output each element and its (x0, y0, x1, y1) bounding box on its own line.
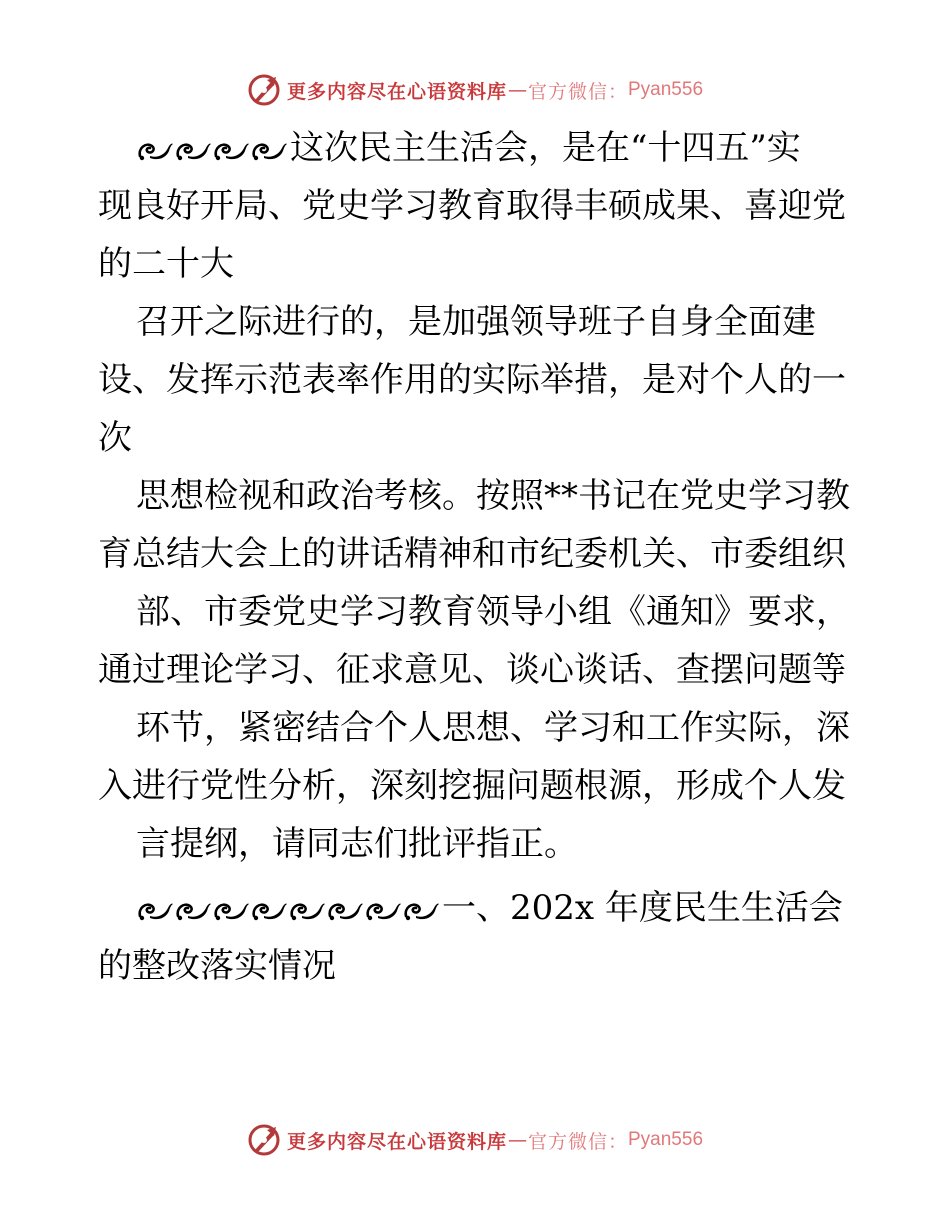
fleuron-ornament-icon (136, 896, 174, 924)
body-line-2: 现良好开局、党史学习教育取得丰硕成果、喜迎党 (98, 186, 846, 226)
body-text: 这次民主生活会，是在“十四五”实 (290, 128, 801, 168)
body-line-12: 入进行党性分析，深刻挖掘问题根源，形成个人发 (98, 766, 846, 806)
fleuron-ornament-icon (212, 896, 250, 924)
fleuron-ornament-icon (402, 896, 440, 924)
ornament-group (136, 136, 288, 164)
fleuron-ornament-icon (174, 896, 212, 924)
fleuron-ornament-icon (174, 136, 212, 164)
fleuron-ornament-icon (250, 896, 288, 924)
fleuron-ornament-icon (136, 136, 174, 164)
body-line-13: 言提纲，请同志们批评指正。 (136, 824, 578, 864)
body-line-4: 召开之际进行的，是加强领导班子自身全面建 (136, 302, 816, 342)
body-line-8: 育总结大会上的讲话精神和市纪委机关、市委组织 (98, 534, 846, 574)
header-dash: — (507, 79, 527, 101)
body-line-15: 的整改落实情况 (98, 946, 336, 986)
page-header-banner (0, 70, 950, 110)
header-wechat-account: Pyan556 (628, 79, 704, 100)
body-line-6: 次 (98, 418, 132, 458)
body-line-1 (136, 128, 801, 168)
quill-pen-logo-icon (247, 73, 281, 107)
footer-dash: — (507, 1129, 527, 1151)
body-line-9: 部、市委党史学习教育领导小组《通知》要求， (136, 592, 850, 632)
footer-brand-text: 更多内容尽在心语资料库 (286, 1130, 507, 1153)
body-line-11: 环节，紧密结合个人思想、学习和工作实际，深 (136, 708, 850, 748)
header-brand-text: 更多内容尽在心语资料库 (286, 80, 507, 103)
fleuron-ornament-icon (364, 896, 402, 924)
ornament-group (136, 896, 440, 924)
fleuron-ornament-icon (212, 136, 250, 164)
body-line-10: 通过理论学习、征求意见、谈心谈话、查摆问题等 (98, 650, 846, 690)
fleuron-ornament-icon (288, 896, 326, 924)
fleuron-ornament-icon (326, 896, 364, 924)
body-line-3: 的二十大 (98, 244, 234, 284)
header-wechat-label: 官方微信： (527, 80, 628, 103)
fleuron-ornament-icon (250, 136, 288, 164)
page-footer-banner (0, 1120, 950, 1160)
body-line-14 (136, 888, 843, 928)
section-heading: 一、202x 年度民生生活会 (442, 888, 843, 928)
footer-wechat-account: Pyan556 (628, 1129, 704, 1150)
body-line-5: 设、发挥示范表率作用的实际举措，是对个人的一 (98, 360, 846, 400)
body-line-7: 思想检视和政治考核。按照**书记在党史学习教 (136, 476, 850, 516)
footer-wechat-label: 官方微信： (527, 1130, 628, 1153)
quill-pen-logo-icon (247, 1123, 281, 1157)
